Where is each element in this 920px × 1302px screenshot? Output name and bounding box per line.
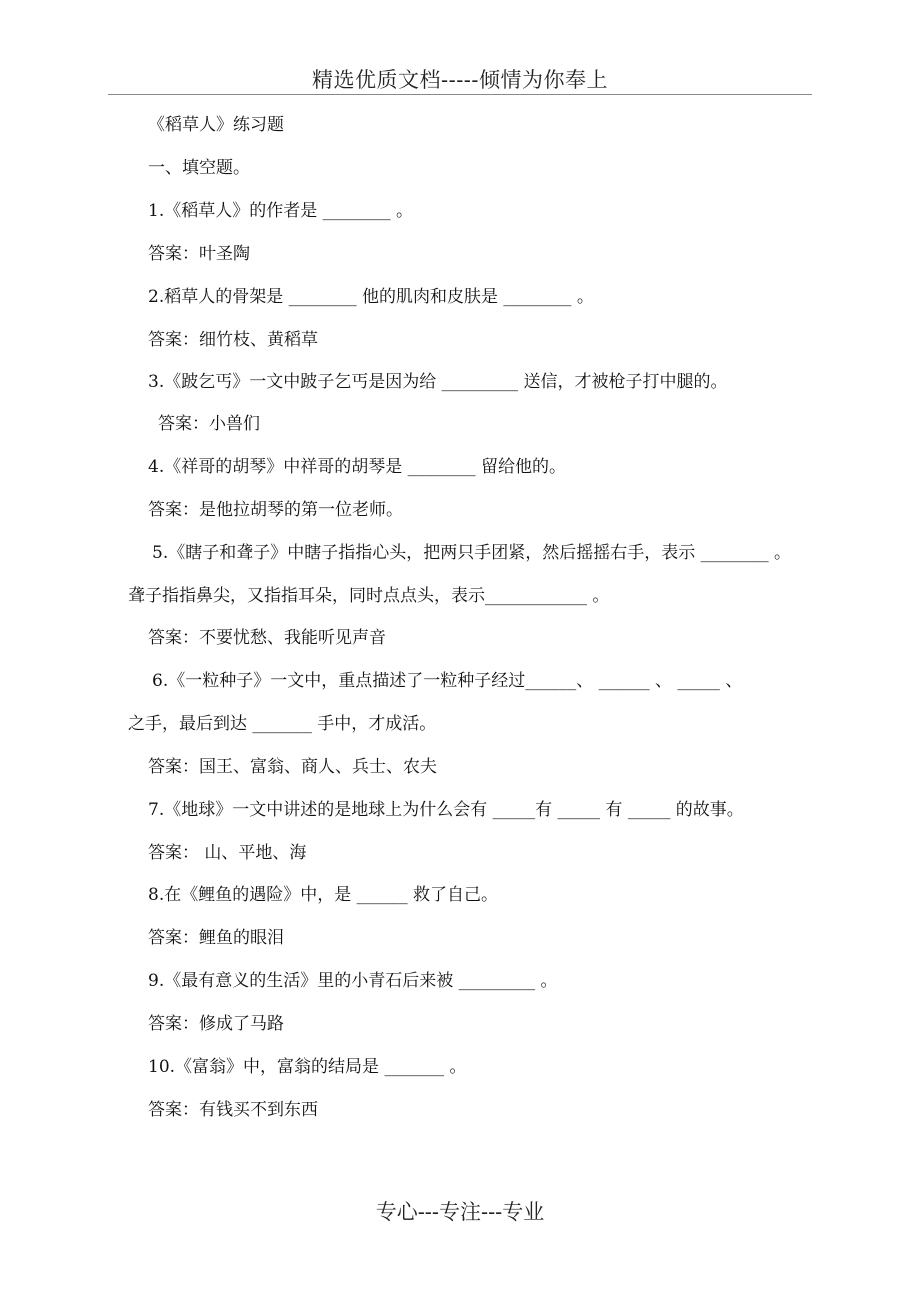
- question-10: 10.《富翁》中，富翁的结局是 _______ 。: [148, 1057, 467, 1077]
- question-2: 2.稻草人的骨架是 ________ 他的肌肉和皮肤是 ________ 。: [148, 287, 594, 307]
- question-6-line-2: 之手，最后到达 _______ 手中，才成活。: [128, 714, 437, 734]
- question-8: 8.在《鲤鱼的遇险》中，是 ______ 救了自己。: [148, 885, 499, 905]
- doc-title: 《稻草人》练习题: [148, 115, 284, 135]
- question-7: 7.《地球》一文中讲述的是地球上为什么会有 _____有 _____ 有 _____ 的故事。: [148, 800, 744, 820]
- section-heading: 一、填空题。: [148, 158, 250, 178]
- answer-7: 答案： 山、平地、海: [148, 843, 307, 863]
- page-header-title: 精选优质文档-----倾情为你奉上: [312, 68, 608, 92]
- answer-4: 答案：是他拉胡琴的第一位老师。: [148, 500, 403, 520]
- answer-8: 答案：鲤鱼的眼泪: [148, 928, 284, 948]
- question-4: 4.《祥哥的胡琴》中祥哥的胡琴是 ________ 留给他的。: [148, 457, 567, 477]
- question-5-line-1: 5.《瞎子和聋子》中瞎子指指心头，把两只手团紧，然后摇摇右手，表示 ________ 。: [152, 543, 792, 563]
- question-6-line-1: 6.《一粒种子》一文中，重点描述了一粒种子经过______、 ______ 、 _____ 、: [152, 671, 743, 691]
- answer-9: 答案：修成了马路: [148, 1014, 284, 1034]
- answer-1: 答案：叶圣陶: [148, 244, 250, 264]
- header-divider: [108, 94, 812, 95]
- answer-6: 答案：国王、富翁、商人、兵士、农夫: [148, 757, 437, 777]
- question-9: 9.《最有意义的生活》里的小青石后来被 _________ 。: [148, 971, 558, 991]
- question-3: 3.《跛乞丐》一文中跛子乞丐是因为给 _________ 送信，才被枪子打中腿的。: [148, 372, 728, 392]
- answer-5: 答案：不要忧愁、我能听见声音: [148, 628, 386, 648]
- answer-10: 答案：有钱买不到东西: [148, 1100, 318, 1120]
- answer-2: 答案：细竹枝、黄稻草: [148, 330, 318, 350]
- question-5-line-2: 聋子指指鼻尖，又指指耳朵，同时点点头，表示____________ 。: [128, 586, 610, 606]
- answer-3: 答案：小兽们: [158, 414, 260, 434]
- page-footer: 专心---专注---专业: [375, 1200, 545, 1224]
- question-1: 1.《稻草人》的作者是 ________ 。: [148, 201, 414, 221]
